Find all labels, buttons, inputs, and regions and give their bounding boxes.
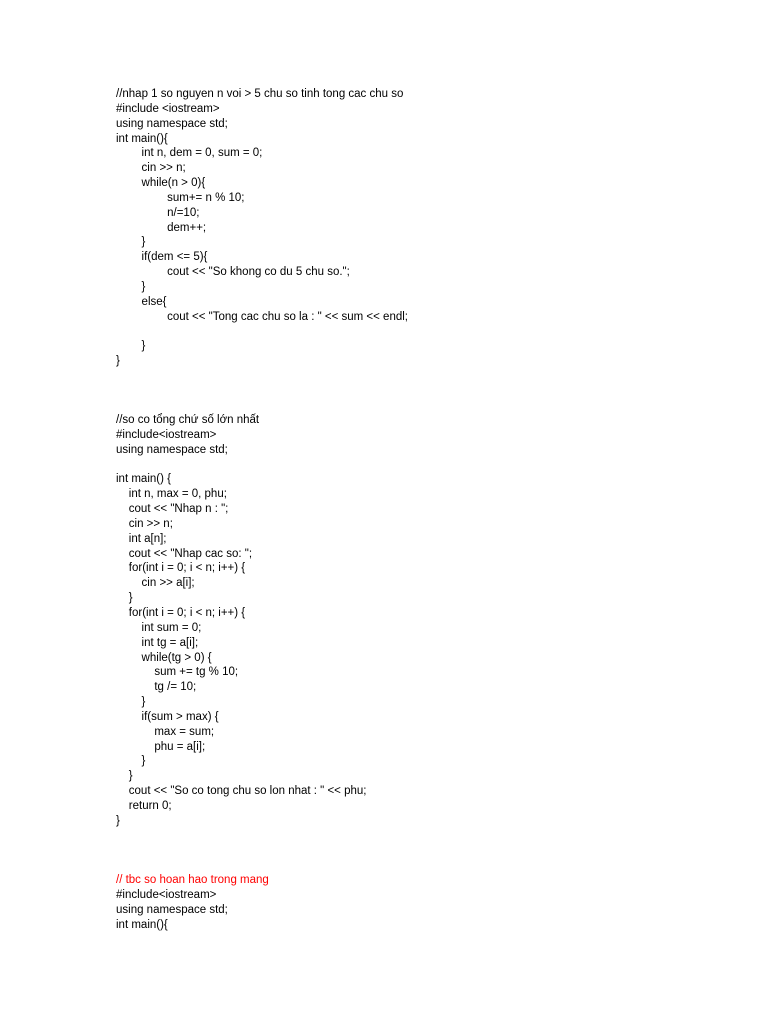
code-line: while(tg > 0) { bbox=[116, 651, 212, 664]
code-line: for(int i = 0; i < n; i++) { bbox=[116, 606, 246, 619]
code-line: using namespace std; bbox=[116, 903, 228, 916]
code-line: #include <iostream> bbox=[116, 102, 220, 115]
code-line: using namespace std; bbox=[116, 443, 228, 456]
code-line: int tg = a[i]; bbox=[116, 636, 199, 649]
code-line: while(n > 0){ bbox=[116, 177, 206, 190]
code-block-perfect-numbers bbox=[116, 873, 269, 932]
code-line: int n, max = 0, phu; bbox=[116, 488, 227, 501]
code-line: dem++; bbox=[116, 221, 207, 234]
red-comment-line: // tbc so hoan hao trong mang bbox=[116, 874, 269, 886]
code-block-sum-digits bbox=[116, 87, 408, 369]
code-line: cout << "Nhap cac so: "; bbox=[116, 547, 253, 560]
code-line: int sum = 0; bbox=[116, 621, 202, 634]
code-line: if(dem <= 5){ bbox=[116, 251, 208, 264]
code-block-max-digit-sum bbox=[116, 413, 366, 829]
code-line: #include<iostream> bbox=[116, 888, 217, 901]
code-line: #include<iostream> bbox=[116, 428, 217, 441]
code-line: } bbox=[116, 770, 133, 783]
code-line: cout << "So co tong chu so lon nhat : " << phu; bbox=[116, 785, 367, 798]
code-line: sum+= n % 10; bbox=[116, 191, 245, 204]
code-line: for(int i = 0; i < n; i++) { bbox=[116, 562, 246, 575]
code-line: using namespace std; bbox=[116, 117, 228, 130]
code-line: phu = a[i]; bbox=[116, 740, 206, 753]
code-line: int main() { bbox=[116, 473, 171, 486]
code-line: int n, dem = 0, sum = 0; bbox=[116, 147, 263, 160]
code-line: } bbox=[116, 755, 146, 768]
code-line: n/=10; bbox=[116, 206, 200, 219]
code-line: else{ bbox=[116, 295, 167, 308]
code-line: } bbox=[116, 236, 146, 249]
code-line: int a[n]; bbox=[116, 532, 167, 545]
code-line: max = sum; bbox=[116, 725, 215, 738]
code-line: cin >> n; bbox=[116, 162, 186, 175]
code-line: } bbox=[116, 340, 146, 353]
code-line: //so co tổng chứ số lớn nhất bbox=[116, 414, 260, 426]
code-line: //nhap 1 so nguyen n voi > 5 chu so tinh tong cac chu so bbox=[116, 88, 404, 100]
code-line: cin >> n; bbox=[116, 517, 173, 530]
code-line: cout << "Tong cac chu so la : " << sum << endl; bbox=[116, 310, 408, 323]
code-line bbox=[116, 458, 366, 473]
code-line: cout << "Nhap n : "; bbox=[116, 503, 229, 516]
code-line: cout << "So khong co du 5 chu so."; bbox=[116, 266, 350, 279]
code-line: return 0; bbox=[116, 799, 172, 812]
code-line: } bbox=[116, 814, 120, 827]
code-line: cin >> a[i]; bbox=[116, 577, 195, 590]
code-line: } bbox=[116, 696, 146, 709]
code-line: } bbox=[116, 280, 146, 293]
code-line: } bbox=[116, 592, 133, 605]
code-line bbox=[116, 325, 408, 340]
code-line: } bbox=[116, 355, 120, 368]
code-line: sum += tg % 10; bbox=[116, 666, 239, 679]
code-line: if(sum > max) { bbox=[116, 710, 219, 723]
code-line: tg /= 10; bbox=[116, 681, 197, 694]
code-line: int main(){ bbox=[116, 918, 168, 931]
code-line: int main(){ bbox=[116, 132, 168, 145]
